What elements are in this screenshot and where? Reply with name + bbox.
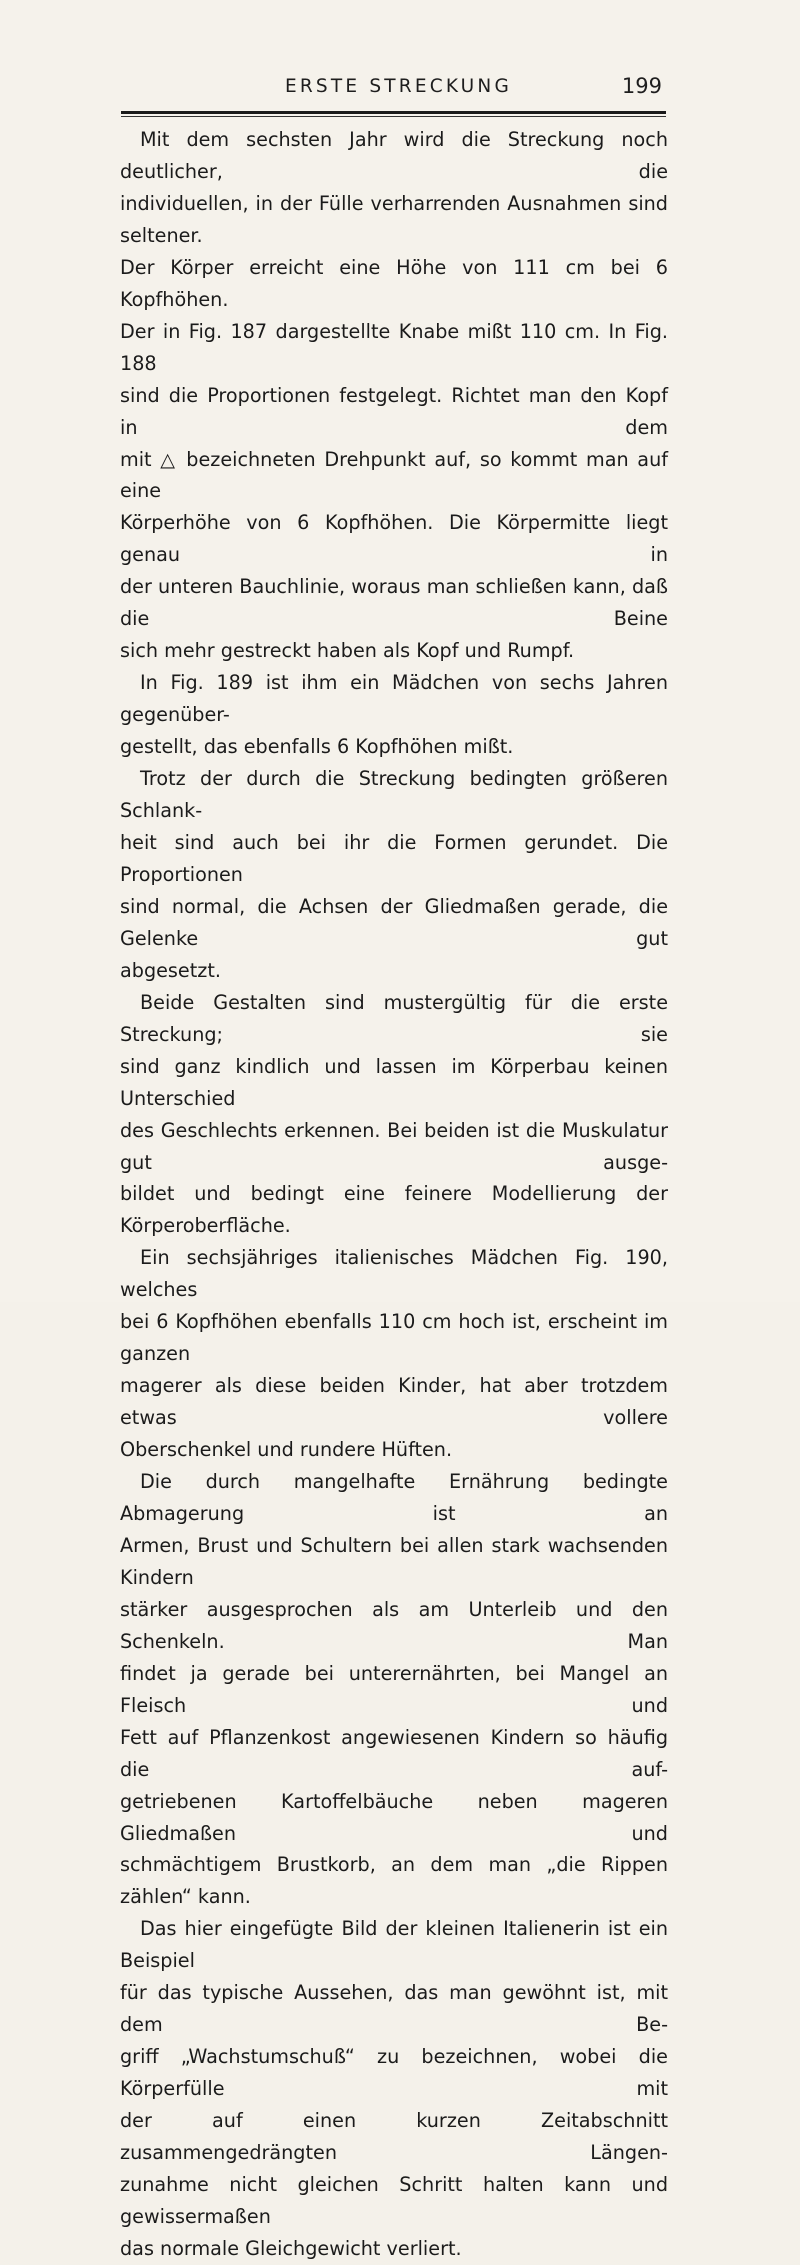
- header-rule-thick: [121, 111, 666, 114]
- text-line: griff „Wachstumschuß“ zu bezeichnen, wobei die Körperfülle mit: [120, 2045, 668, 2101]
- text-line: findet ja gerade bei unterernährten, bei Mangel an Fleisch und: [120, 1661, 668, 1717]
- text-line: sich mehr gestreckt haben als Kopf und Rumpf.: [120, 639, 575, 663]
- text-line: sind die Proportionen festgelegt. Richtet man den Kopf in dem: [120, 383, 668, 439]
- body-text: [120, 124, 668, 2265]
- page-number: 199: [621, 74, 662, 98]
- text-line: Fett auf Pflanzenkost angewiesenen Kindern so häufig die auf-: [120, 1725, 668, 1781]
- text-line: der auf einen kurzen Zeitabschnitt zusammengedrängten Längen-: [120, 2109, 668, 2165]
- text-line: sind normal, die Achsen der Gliedmaßen gerade, die Gelenke gut: [120, 894, 668, 950]
- text-line: das normale Gleichgewicht verliert.: [120, 2236, 462, 2260]
- text-line: individuellen, in der Fülle verharrenden Ausnahmen sind seltener.: [120, 191, 668, 247]
- text-line: zunahme nicht gleichen Schritt halten kann und gewissermaßen: [120, 2173, 668, 2228]
- text-line: Die durch mangelhafte Ernährung bedingte Abmagerung ist an: [120, 1470, 668, 1525]
- text-line: schmächtigem Brustkorb, an dem man „die Rippen zählen“ kann.: [120, 1853, 668, 1909]
- text-line: In Fig. 189 ist ihm ein Mädchen von sechs Jahren gegenüber-: [120, 671, 668, 727]
- text-line: Der Körper erreicht eine Höhe von 111 cm bei 6 Kopfhöhen.: [120, 255, 668, 311]
- text-line: Oberschenkel und rundere Hüften.: [120, 1438, 453, 1462]
- text-line: Beide Gestalten sind mustergültig für die erste Streckung; sie: [120, 990, 668, 1046]
- text-line: Ein sechsjähriges italienisches Mädchen Fig. 190, welches: [120, 1246, 668, 1302]
- text-line: Armen, Brust und Schultern bei allen stark wachsenden Kindern: [120, 1533, 668, 1589]
- text-line: abgesetzt.: [120, 958, 221, 982]
- text-line: Trotz der durch die Streckung bedingten größeren Schlank-: [120, 767, 668, 823]
- text-line: für das typische Aussehen, das man gewöhnt ist, mit dem Be-: [120, 1981, 668, 2037]
- text-line: Das hier eingefügte Bild der kleinen Italienerin ist ein Beispiel: [120, 1917, 668, 1973]
- text-line: des Geschlechts erkennen. Bei beiden ist die Muskulatur gut ausge-: [120, 1118, 668, 1174]
- text-line: gestellt, das ebenfalls 6 Kopfhöhen mißt.: [120, 735, 514, 759]
- text-line: getriebenen Kartoffelbäuche neben mageren Gliedmaßen und: [120, 1789, 668, 1845]
- text-line: stärker ausgesprochen als am Unterleib und den Schenkeln. Man: [120, 1597, 668, 1653]
- text-line: bildet und bedingt eine feinere Modellierung der Körperoberfläche.: [120, 1182, 668, 1238]
- text-line: bei 6 Kopfhöhen ebenfalls 110 cm hoch ist, erscheint im ganzen: [120, 1310, 668, 1366]
- text-line: heit sind auch bei ihr die Formen gerundet. Die Proportionen: [120, 830, 668, 886]
- text-line: Körperhöhe von 6 Kopfhöhen. Die Körpermitte liegt genau in: [120, 511, 668, 567]
- text-line: mit △ bezeichneten Drehpunkt auf, so kommt man auf eine: [120, 447, 668, 503]
- text-line: der unteren Bauchlinie, woraus man schließen kann, daß die Beine: [120, 575, 668, 631]
- text-line: sind ganz kindlich und lassen im Körperbau keinen Unterschied: [120, 1054, 668, 1110]
- text-line: Mit dem sechsten Jahr wird die Streckung noch deutlicher, die: [120, 128, 668, 183]
- header-rule-thin: [121, 116, 666, 117]
- text-line: Der in Fig. 187 dargestellte Knabe mißt 110 cm. In Fig. 188: [120, 319, 668, 375]
- running-header: [121, 74, 664, 104]
- running-title: ERSTE STRECKUNG: [284, 76, 512, 97]
- text-line: magerer als diese beiden Kinder, hat aber trotzdem etwas vollere: [120, 1374, 668, 1430]
